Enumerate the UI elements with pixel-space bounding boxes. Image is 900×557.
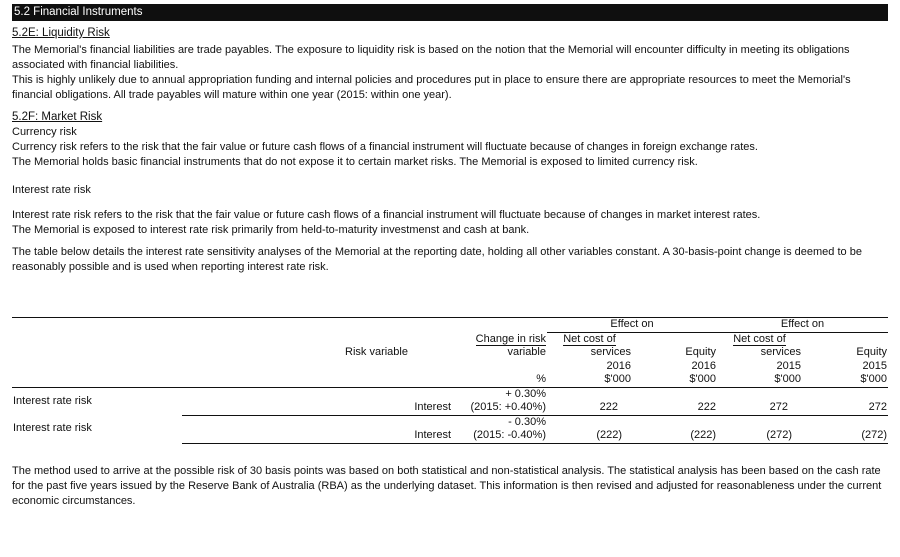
services-label-2016: services — [590, 346, 631, 358]
unit-2016-net-cost: $'000 — [547, 373, 632, 387]
table-header-row-1 — [12, 318, 888, 333]
row-2-change-top: - 0.30% — [508, 415, 546, 428]
interest-paragraph-2: The Memorial is exposed to interest rate risk primarily from held-to-maturity investmenst and cash at bank. — [12, 224, 530, 236]
table-row-2-top — [12, 415, 888, 429]
row-2-net-cost-2015: (272) — [717, 429, 802, 443]
row-2-net-cost-2016: (222) — [547, 429, 632, 443]
equity-label-2015: Equity — [856, 346, 887, 358]
row-1-variable: Interest — [182, 401, 452, 415]
change-in-risk-label: Change in risk — [475, 332, 546, 345]
row-1-net-cost-2015: 272 — [717, 401, 802, 415]
table-row-1-top — [12, 387, 888, 401]
net-cost-of-label-2015: Net cost of — [733, 332, 786, 345]
net-cost-of-label-2016: Net cost of — [563, 332, 616, 345]
row-1-label: Interest rate risk — [13, 394, 92, 407]
equity-label-2016: Equity — [685, 346, 716, 358]
table-header-row-4 — [12, 360, 888, 374]
row-1-change-bottom: (2015: +0.40%) — [452, 401, 547, 415]
year-2016-net-cost: 2016 — [606, 359, 631, 372]
liquidity-paragraph-2: This is highly unlikely due to annual appropriation funding and internal policies and procedures put in place to ensure there are appropriate resources to meet the Memorial's financial obligations. All trade payables will mature within one year (2015: within one year). — [12, 74, 851, 101]
market-risk-heading: 5.2F: Market Risk — [12, 111, 103, 123]
table-header-row-2 — [12, 332, 888, 346]
effect-on-label-2016: Effect on — [547, 318, 717, 333]
section-title: 5.2 Financial Instruments — [12, 4, 888, 21]
table-header-row-5 — [12, 373, 888, 387]
row-2-label: Interest rate risk — [13, 422, 92, 435]
percent-unit: % — [452, 373, 547, 387]
year-2015-net-cost: 2015 — [776, 359, 801, 372]
unit-2015-equity: $'000 — [802, 373, 888, 387]
row-2-change-bottom: (2015: -0.40%) — [452, 429, 547, 443]
interest-rate-sensitivity-table — [12, 317, 888, 444]
row-2-equity-2016: (222) — [632, 429, 717, 443]
row-1-change-top: + 0.30% — [505, 387, 546, 400]
currency-paragraph-2: The Memorial holds basic financial instruments that do not expose it to certain market risks. The Memorial is exposed to limited currency risk. — [12, 156, 698, 168]
row-1-equity-2015: 272 — [802, 401, 888, 415]
effect-on-label-2015: Effect on — [717, 318, 888, 333]
risk-variable-label: Risk variable — [345, 346, 408, 358]
unit-2016-equity: $'000 — [632, 373, 717, 387]
variable-label: variable — [507, 346, 546, 358]
table-intro-paragraph: The table below details the interest rate sensitivity analyses of the Memorial at the reporting date, holding all other variables constant. A 30-basis-point change is deemed to be reasonably possible and is used when reporting interest rate risk. — [12, 246, 862, 273]
row-2-variable: Interest — [182, 429, 452, 443]
table-header-row-3 — [12, 346, 888, 360]
currency-paragraph-1: Currency risk refers to the risk that the fair value or future cash flows of a financial instrument will fluctuate because of changes in foreign exchange rates. — [12, 141, 758, 153]
liquidity-risk-heading: 5.2E: Liquidity Risk — [12, 27, 110, 39]
liquidity-paragraph-1: The Memorial's financial liabilities are trade payables. The exposure to liquidity risk is based on the notion that the Memorial will encounter difficulty in meeting its obligations associated with financial liabilities. — [12, 44, 850, 71]
row-2-equity-2015: (272) — [802, 429, 888, 443]
interest-rate-risk-heading: Interest rate risk — [12, 184, 91, 196]
row-1-equity-2016: 222 — [632, 401, 717, 415]
unit-2015-net-cost: $'000 — [717, 373, 802, 387]
document-body — [12, 4, 888, 275]
year-2015-equity: 2015 — [862, 359, 887, 372]
year-2016-equity: 2016 — [691, 359, 716, 372]
row-1-net-cost-2016: 222 — [547, 401, 632, 415]
interest-paragraph-1: Interest rate risk refers to the risk that the fair value or future cash flows of a financial instrument will fluctuate because of changes in market interest rates. — [12, 209, 761, 221]
services-label-2015: services — [760, 346, 801, 358]
methodology-paragraph: The method used to arrive at the possible risk of 30 basis points was based on both statistical and non-statistical analysis. The statistical analysis has been based on the cash rate for the past five years issued by the Reserve Bank of Australia (RBA) as the underlying dataset. This information is then revised and adjusted for reasonableness under the current economic circumstances. — [12, 465, 882, 507]
currency-risk-heading: Currency risk — [12, 126, 77, 138]
